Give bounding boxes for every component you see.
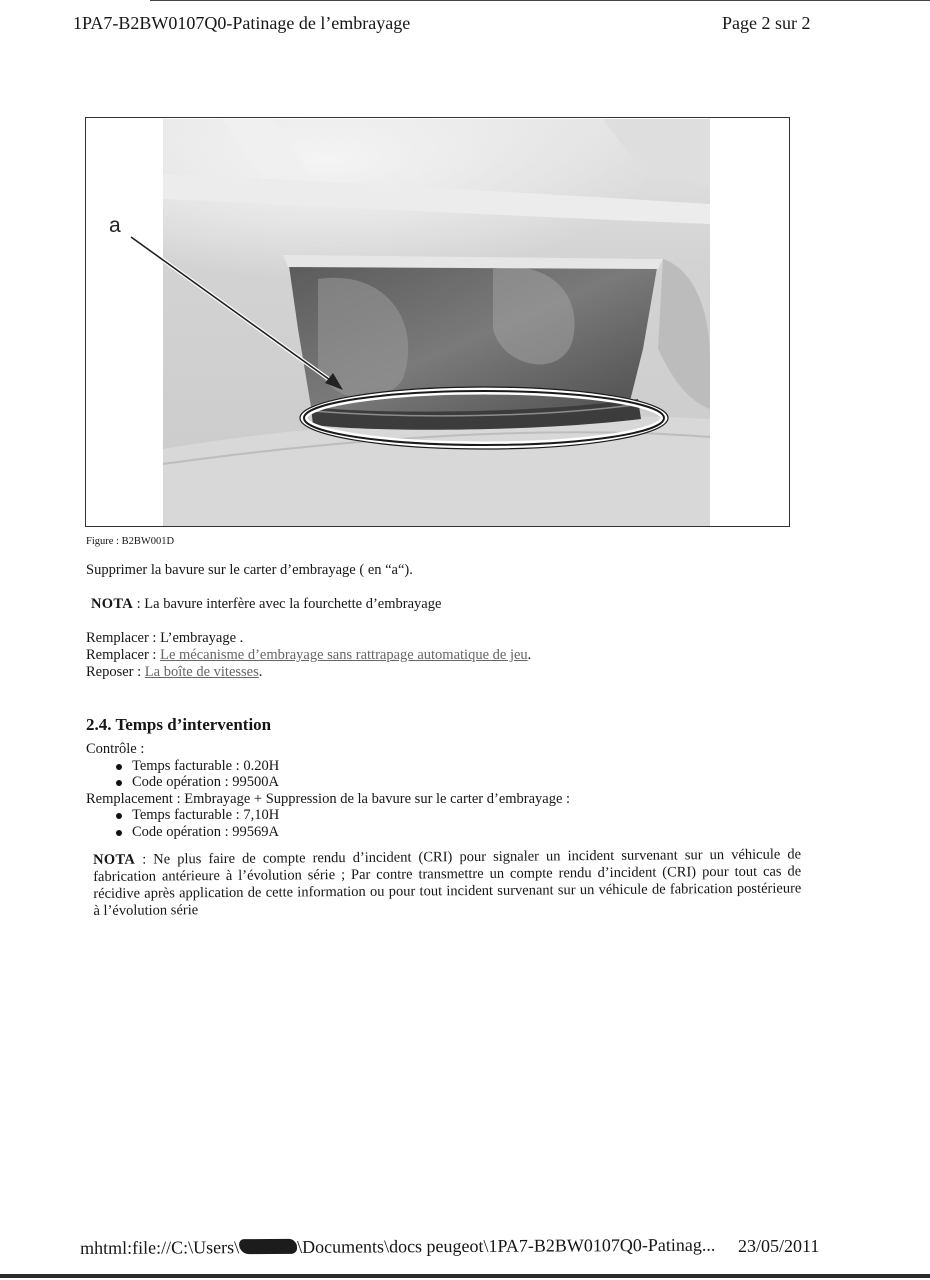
footer-file-path: [80, 1235, 715, 1259]
document-title: 1PA7-B2BW0107Q0-Patinage de l’embrayage: [73, 13, 411, 33]
controle-label: Contrôle :: [86, 741, 145, 757]
page-number: Page 2 sur 2: [722, 13, 811, 33]
step-replace-mechanism: [86, 647, 531, 664]
nota-text: : La bavure interfère avec la fourchette d’embrayage: [133, 596, 442, 612]
intervention-times: [86, 741, 570, 840]
step-punct: .: [258, 664, 263, 680]
scan-bottom-edge: [0, 1274, 930, 1278]
scan-top-edge: [150, 0, 930, 1]
list-item: Temps facturable : 0.20H: [86, 758, 570, 775]
path-suffix: \Documents\docs peugeot\1PA7-B2BW0107Q0-Patinag...: [296, 1234, 716, 1257]
redacted-username: [239, 1239, 297, 1254]
figure-caption: Figure : B2BW001D: [86, 536, 175, 547]
controle-list: [86, 758, 570, 791]
step-text: L’embrayage .: [160, 630, 244, 646]
footer-date: 23/05/2011: [738, 1236, 820, 1256]
link-clutch-mechanism[interactable]: Le mécanisme d’embrayage sans rattrapage automatique de jeu: [160, 647, 528, 663]
nota-cri: [93, 846, 802, 920]
nota-text: : Ne plus faire de compte rendu d’incident (CRI) pour signaler un incident survenant sur un véhicule de fabrication antérieure à l’évolution série ; Par contre transmettre un compte rendu d’incident (CRI) pour tout cas de récidive après application de cette information ou pour tout incident survenant sur un véhicule de fabrication postérieure à l’évolution série: [93, 846, 802, 919]
nota-label: NOTA: [91, 596, 134, 612]
step-label: Remplacer :: [86, 630, 161, 646]
list-item: Temps facturable : 7,10H: [86, 807, 570, 824]
step-replace-clutch: [86, 630, 531, 647]
replacement-steps: [86, 630, 531, 681]
step-label: Remplacer :: [86, 647, 161, 663]
nota-interference: [91, 596, 441, 613]
section-heading: 2.4. Temps d’intervention: [86, 715, 272, 734]
step-refit-gearbox: [86, 664, 531, 681]
list-item: Code opération : 99569A: [86, 824, 570, 841]
remplacement-label: Remplacement : Embrayage + Suppression de la bavure sur le carter d’embrayage :: [86, 790, 571, 807]
step-label: Reposer :: [86, 664, 145, 680]
nota-label: NOTA: [93, 851, 136, 868]
step-punct: .: [527, 647, 532, 663]
callout-arrow: [85, 117, 790, 527]
list-item: Code opération : 99500A: [86, 774, 570, 791]
remplacement-list: [86, 807, 570, 840]
callout-label: a: [109, 214, 121, 237]
path-prefix: mhtml:file://C:\Users\: [80, 1237, 240, 1258]
remove-burr-instruction: Supprimer la bavure sur le carter d’embrayage ( en “a“).: [86, 562, 413, 578]
link-gearbox[interactable]: La boîte de vitesses: [144, 664, 259, 680]
